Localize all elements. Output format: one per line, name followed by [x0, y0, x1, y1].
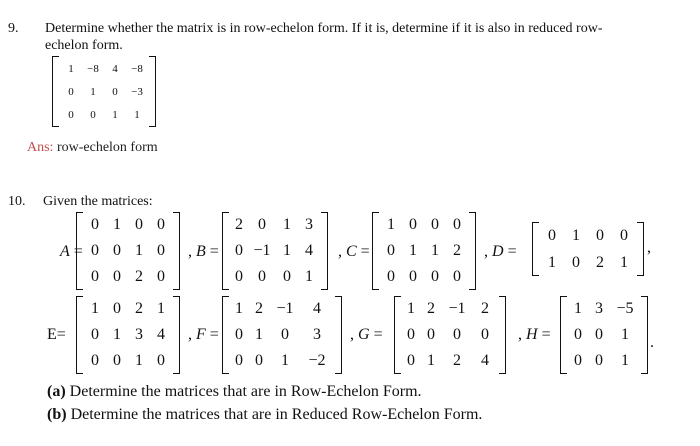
matrix-cell: 1	[134, 109, 140, 121]
matrix-cell: 0	[113, 352, 121, 369]
matrix-cell: 0	[113, 268, 121, 285]
matrix-cell: 0	[387, 268, 395, 285]
label-f: , F =	[188, 326, 219, 343]
matrix-cell: 0	[157, 216, 165, 233]
matrix-e-grid	[83, 296, 173, 374]
label-e: E=	[47, 326, 66, 343]
matrix-h	[560, 296, 648, 374]
matrix-cell: 1	[431, 242, 439, 259]
part-a-label: (a)	[47, 383, 66, 400]
matrix-cell: 2	[235, 216, 243, 233]
matrix-cell: 0	[281, 326, 289, 343]
matrix-cell: 2	[453, 352, 461, 369]
matrix-cell: 0	[157, 352, 165, 369]
matrix-cell: 3	[595, 300, 603, 317]
answer-text: row-echelon form	[56, 140, 158, 155]
matrix-cell: 0	[595, 352, 603, 369]
matrix-cell: 1	[427, 352, 435, 369]
matrix-cell: 2	[596, 253, 604, 271]
matrix-cell: 1	[283, 216, 291, 233]
matrix-cell: 0	[91, 352, 99, 369]
matrix-cell: −5	[616, 300, 634, 317]
matrix-cell: 0	[427, 326, 435, 343]
matrix-cell: 0	[157, 268, 165, 285]
matrix-cell: 0	[620, 226, 628, 244]
matrix-cell: 0	[407, 326, 415, 343]
matrix-cell: 0	[431, 216, 439, 233]
matrix-cell: 1	[621, 352, 629, 369]
matrix-cell: 0	[283, 268, 291, 285]
matrix-c-grid	[379, 212, 469, 290]
comma-d: ,	[647, 239, 651, 256]
matrix-cell: 0	[113, 242, 121, 259]
matrix-cell: 0	[572, 253, 580, 271]
answer-label: Ans:	[27, 140, 54, 155]
matrix-cell: 1	[305, 268, 313, 285]
matrix-cell: 1	[620, 253, 628, 271]
matrix-cell: 1	[68, 63, 74, 75]
matrix-cell: 0	[548, 226, 556, 244]
q9-prompt-line1: Determine whether the matrix is in row-echelon form. If it is, determine if it is also in reduced row-	[45, 21, 603, 36]
label-h: , H =	[518, 326, 551, 343]
matrix-cell: 0	[135, 216, 143, 233]
label-b: , B =	[188, 243, 219, 260]
matrix-cell: 0	[68, 86, 74, 98]
matrix-cell: 2	[135, 300, 143, 317]
matrix-cell: 0	[235, 326, 243, 343]
matrix-cell: 1	[255, 326, 263, 343]
q9-matrix-grid	[59, 56, 149, 127]
matrix-cell: 1	[387, 216, 395, 233]
matrix-cell: 0	[91, 242, 99, 259]
matrix-cell: 0	[431, 268, 439, 285]
matrix-cell: 3	[305, 216, 313, 233]
matrix-cell: 0	[574, 352, 582, 369]
matrix-cell: 0	[453, 268, 461, 285]
matrix-cell: 4	[305, 242, 313, 259]
matrix-cell: 1	[91, 300, 99, 317]
matrix-cell: 0	[91, 216, 99, 233]
part-a	[47, 382, 422, 402]
matrix-cell: 1	[572, 226, 580, 244]
part-b-label: (b)	[47, 406, 67, 423]
matrix-cell: 0	[387, 242, 395, 259]
matrix-cell: 4	[157, 326, 165, 343]
matrix-cell: −1	[448, 300, 466, 317]
matrix-cell: 0	[90, 109, 96, 121]
matrix-cell: 2	[135, 268, 143, 285]
matrix-c	[372, 212, 476, 290]
matrix-cell: −3	[131, 86, 143, 98]
matrix-cell: 1	[281, 352, 289, 369]
matrix-cell: 1	[548, 253, 556, 271]
matrix-cell: 0	[113, 300, 121, 317]
matrix-cell: 2	[427, 300, 435, 317]
matrix-f-grid	[229, 296, 335, 374]
matrix-g-grid	[401, 296, 499, 374]
q9-answer	[27, 140, 158, 156]
matrix-cell: 0	[91, 268, 99, 285]
matrix-cell: 1	[157, 300, 165, 317]
matrix-cell: 2	[255, 300, 263, 317]
matrix-cell: 1	[135, 242, 143, 259]
matrix-b	[222, 212, 328, 290]
matrix-cell: 1	[113, 216, 121, 233]
matrix-cell: 4	[313, 300, 321, 317]
matrix-cell: 0	[407, 352, 415, 369]
q9-matrix	[52, 56, 156, 127]
matrix-cell: 1	[409, 242, 417, 259]
matrix-a-grid	[83, 212, 173, 290]
matrix-g	[394, 296, 506, 374]
q10-number: 10.	[8, 194, 26, 209]
matrix-cell: 2	[481, 300, 489, 317]
label-a: A =	[60, 243, 83, 260]
matrix-cell: 0	[157, 242, 165, 259]
matrix-cell: 3	[135, 326, 143, 343]
matrix-cell: 1	[407, 300, 415, 317]
matrix-cell: 0	[596, 226, 604, 244]
matrix-cell: 0	[481, 326, 489, 343]
matrix-cell: 1	[112, 109, 118, 121]
matrix-cell: 0	[255, 352, 263, 369]
matrix-cell: 0	[409, 216, 417, 233]
q9-prompt-line2: echelon form.	[45, 38, 123, 53]
matrix-cell: 1	[135, 352, 143, 369]
q10-intro: Given the matrices:	[43, 194, 153, 209]
matrix-cell: 0	[235, 352, 243, 369]
matrix-cell: 0	[453, 326, 461, 343]
matrix-d-grid	[539, 222, 637, 276]
matrix-cell: 1	[90, 86, 96, 98]
matrix-cell: 0	[235, 268, 243, 285]
label-d: , D =	[484, 243, 517, 260]
matrix-cell: −1	[253, 242, 271, 259]
part-a-text: Determine the matrices that are in Row-Echelon Form.	[69, 383, 422, 400]
matrix-cell: 1	[574, 300, 582, 317]
matrix-a	[76, 212, 180, 290]
matrix-cell: 0	[409, 268, 417, 285]
matrix-cell: 3	[313, 326, 321, 343]
label-c: , C =	[338, 243, 370, 260]
matrix-cell: 1	[235, 300, 243, 317]
matrix-cell: 0	[595, 326, 603, 343]
matrix-cell: 0	[68, 109, 74, 121]
matrix-cell: −8	[131, 63, 143, 75]
label-g: , G =	[350, 326, 383, 343]
q9-number: 9.	[8, 21, 19, 36]
matrix-cell: 2	[453, 242, 461, 259]
matrix-cell: 0	[574, 326, 582, 343]
part-b	[47, 405, 482, 425]
matrix-cell: 0	[235, 242, 243, 259]
period-h: .	[650, 334, 654, 351]
matrix-cell: −2	[308, 352, 326, 369]
matrix-cell: −1	[276, 300, 294, 317]
matrix-b-grid	[229, 212, 321, 290]
matrix-cell: 0	[258, 216, 266, 233]
matrix-cell: 4	[481, 352, 489, 369]
matrix-cell: −8	[87, 63, 99, 75]
matrix-e	[76, 296, 180, 374]
matrix-cell: 1	[283, 242, 291, 259]
matrix-cell: 0	[91, 326, 99, 343]
matrix-d	[532, 222, 644, 276]
matrix-cell: 0	[112, 86, 118, 98]
matrix-h-grid	[567, 296, 641, 374]
matrix-cell: 4	[112, 63, 118, 75]
matrix-cell: 0	[258, 268, 266, 285]
matrix-cell: 1	[621, 326, 629, 343]
matrix-f	[222, 296, 342, 374]
matrix-cell: 0	[453, 216, 461, 233]
part-b-text: Determine the matrices that are in Reduced Row-Echelon Form.	[70, 406, 483, 423]
matrix-cell: 1	[113, 326, 121, 343]
